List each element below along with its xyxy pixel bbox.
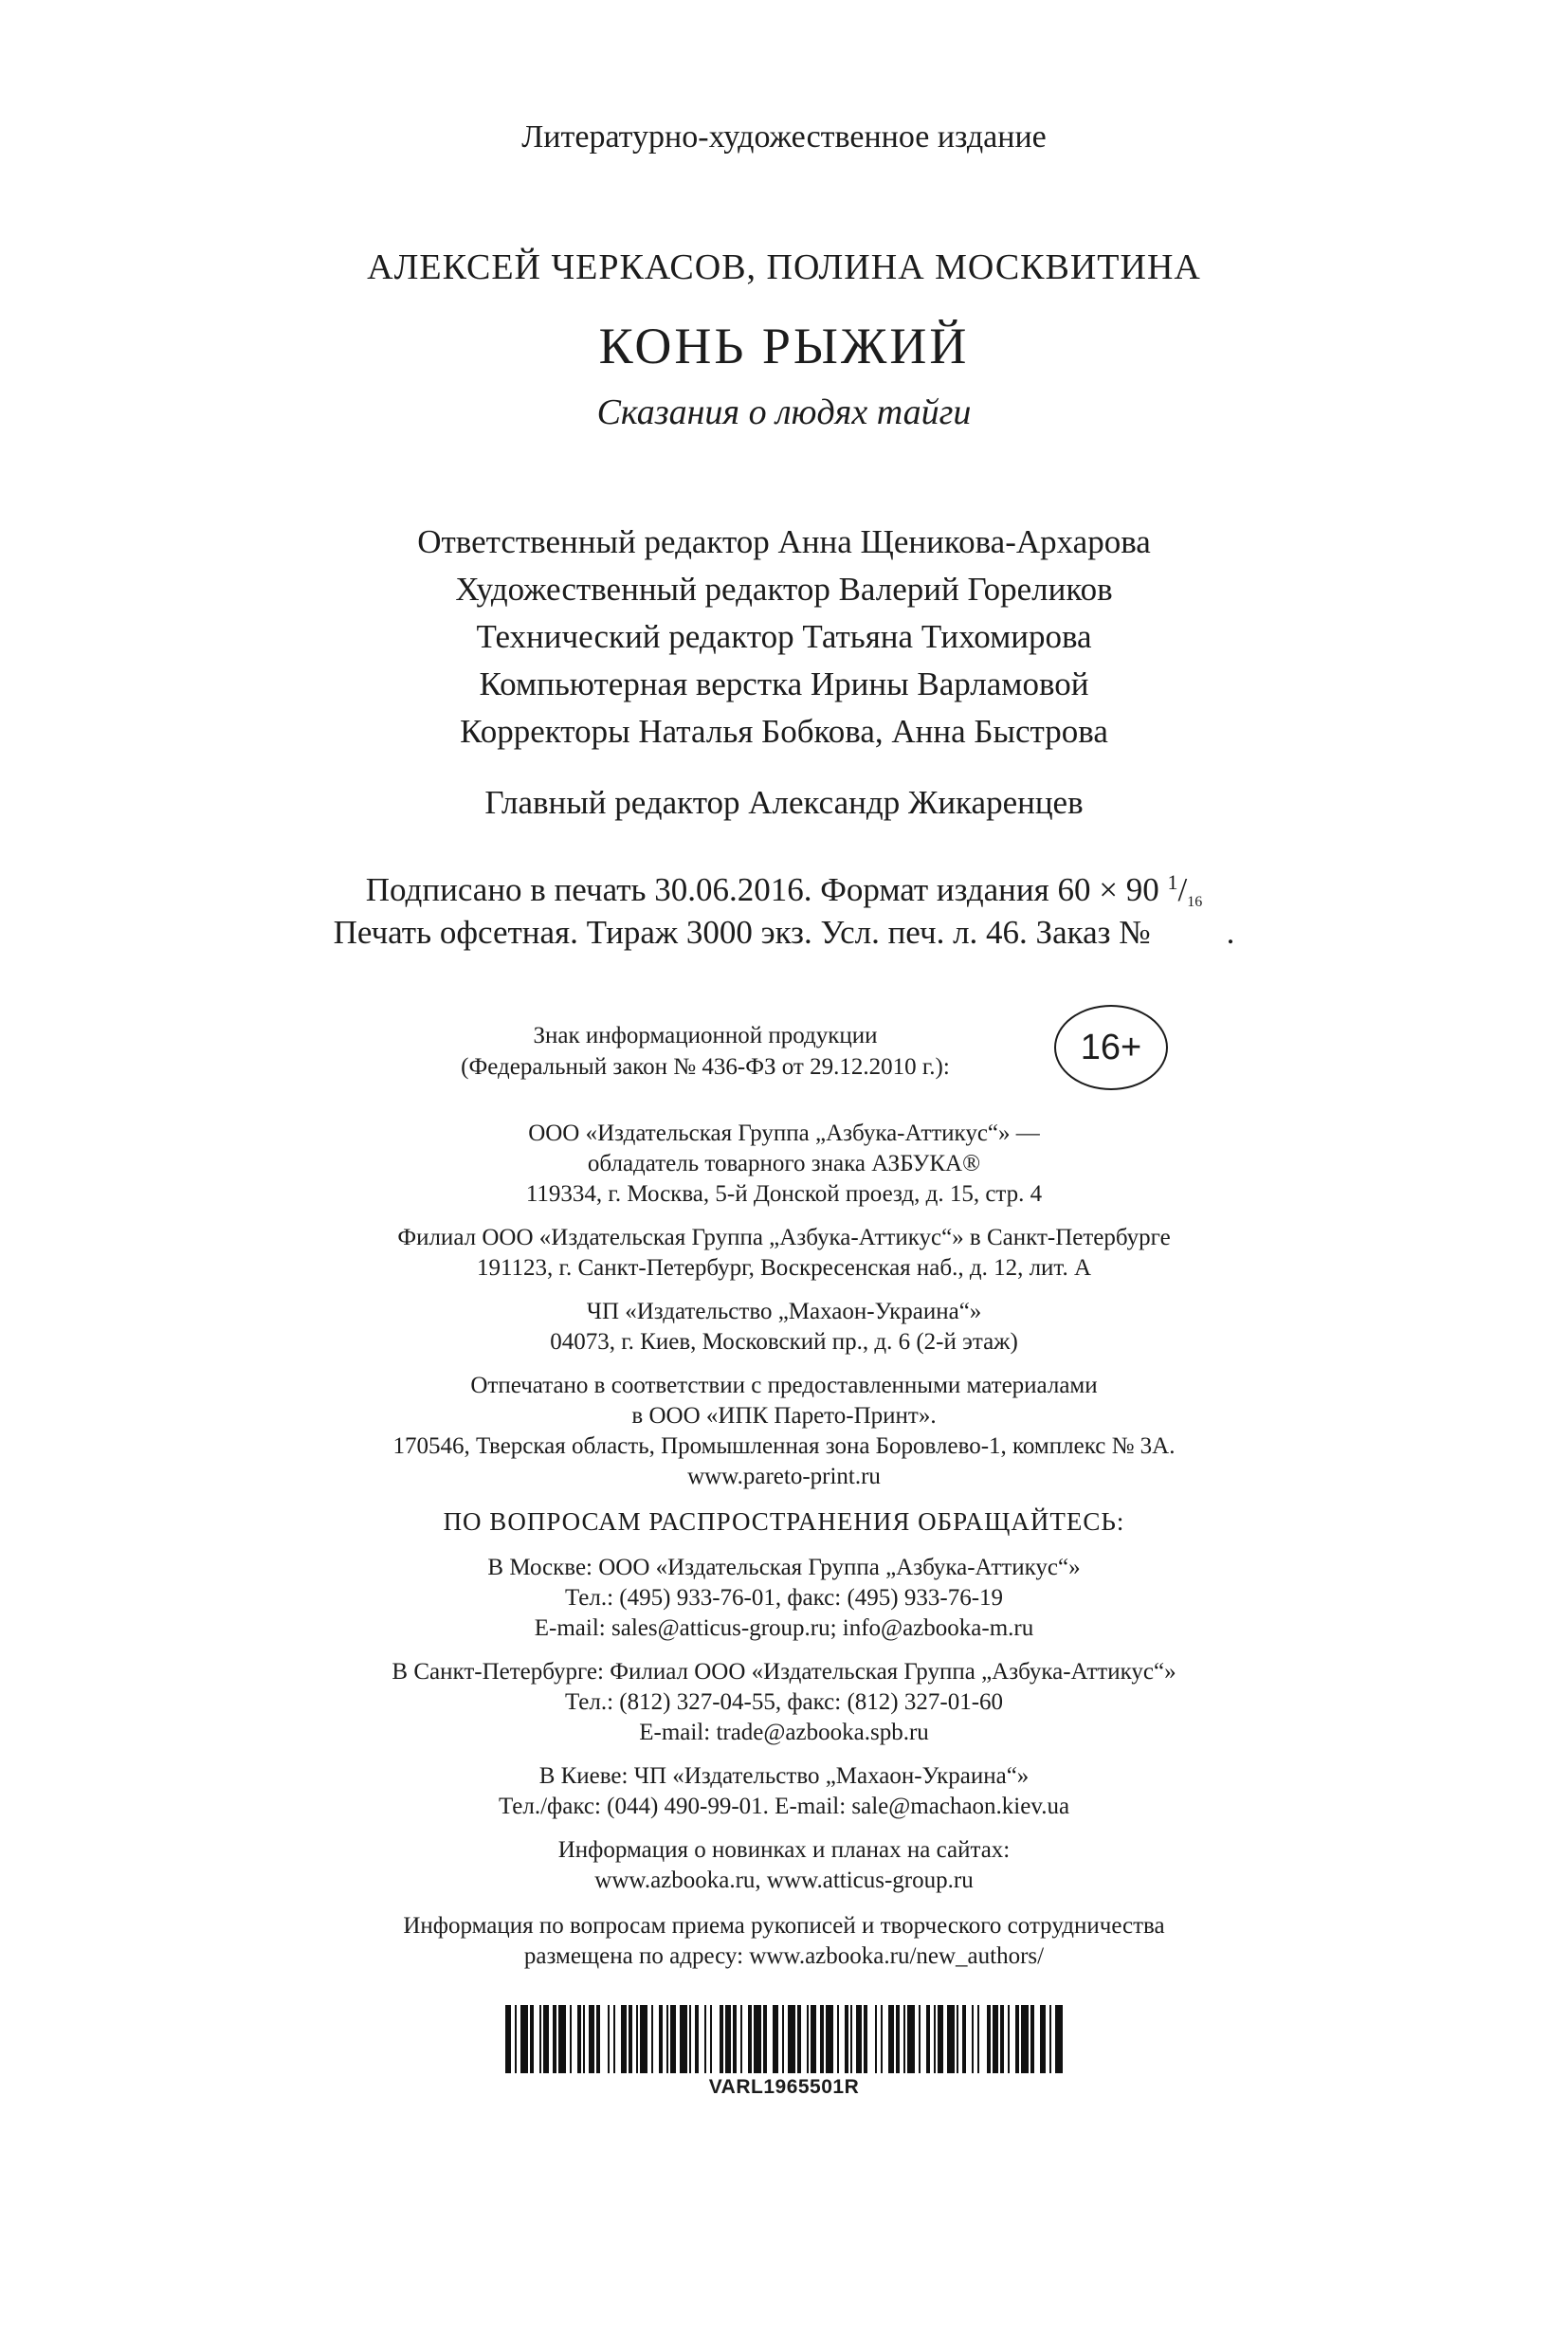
imprint-end: . [1226, 914, 1235, 951]
age-rating-badge: 16+ [1054, 1005, 1168, 1090]
barcode-bar [558, 2005, 566, 2073]
barcode-bar [957, 2005, 958, 2073]
barcode-bar [539, 2005, 541, 2073]
barcode-bar [596, 2005, 600, 2073]
barcode-bar [589, 2005, 594, 2073]
barcode-bar [680, 2005, 687, 2073]
format-denominator: 16 [1187, 894, 1203, 910]
barcode-bar [987, 2005, 991, 2073]
barcode-bar [748, 2005, 752, 2073]
barcode-bar [543, 2005, 549, 2073]
websites-line: www.azbooka.ru, www.atticus-group.ru [594, 1868, 974, 1893]
imprint-line-2 [0, 916, 1568, 949]
barcode [505, 2005, 1065, 2073]
credit-line: Художественный редактор Валерий Гореликов [455, 571, 1113, 608]
barcode-bar [782, 2005, 784, 2073]
edition-type: Литературно-художественное издание [521, 119, 1047, 155]
barcode-bar [695, 2005, 699, 2073]
barcode-bar [704, 2005, 706, 2073]
dist-kiev-line: В Киеве: ЧП «Издательство „Махаон-Украина“» [538, 1763, 1030, 1789]
format-slash: / [1177, 871, 1188, 908]
barcode-bar [733, 2005, 737, 2073]
barcode-bar [710, 2005, 712, 2073]
barcode-bar [515, 2005, 517, 2073]
book-subtitle: Сказания о людях тайги [596, 392, 972, 432]
barcode-bar [636, 2005, 638, 2073]
printer-website: www.pareto-print.ru [687, 1464, 881, 1489]
distribution-title: ПО ВОПРОСАМ РАСПРОСТРАНЕНИЯ ОБРАЩАЙТЕСЬ: [443, 1507, 1125, 1536]
barcode-label: VARL1965501R [708, 2076, 860, 2098]
barcode-bar [888, 2005, 894, 2073]
barcode-bar [629, 2005, 632, 2073]
branch-kiev-line: ЧП «Издательство „Махаон-Украина“» [586, 1299, 982, 1324]
dist-moscow-line: Тел.: (495) 933-76-01, факс: (495) 933-76-19 [564, 1585, 1004, 1611]
websites-line: Информация о новинках и планах на сайтах: [557, 1837, 1011, 1863]
barcode-bar [640, 2005, 647, 2073]
barcode-bar [811, 2005, 816, 2073]
barcode-bar [797, 2005, 801, 2073]
barcode-bar [864, 2005, 867, 2073]
book-title: КОНЬ РЫЖИЙ [598, 318, 970, 374]
barcode-bar [788, 2005, 795, 2073]
printer-line: Отпечатано в соответствии с предоставленными материалами [470, 1373, 1098, 1398]
credit-line: Компьютерная верстка Ирины Варламовой [479, 665, 1089, 702]
barcode-bar [807, 2005, 809, 2073]
barcode-bar [659, 2005, 663, 2073]
barcode-bar [826, 2005, 833, 2073]
barcode-bar [1030, 2005, 1034, 2073]
barcode-bar [1021, 2005, 1029, 2073]
credit-line: Технический редактор Татьяна Тихомирова [476, 618, 1092, 655]
barcode-bar [520, 2005, 528, 2073]
barcode-bar [608, 2005, 610, 2073]
barcode-bar [1000, 2005, 1004, 2073]
barcode-bar [881, 2005, 883, 2073]
barcode-bar [754, 2005, 761, 2073]
barcode-bar [938, 2005, 943, 2073]
dist-moscow-line: В Москве: ООО «Издательская Группа „Азбука-Аттикус“» [487, 1555, 1081, 1580]
barcode-bar [583, 2005, 585, 2073]
age-rating-block [0, 1005, 1568, 1090]
dist-spb-line: В Санкт-Петербурге: Филиал ООО «Издательская Группа „Азбука-Аттикус“» [392, 1659, 1176, 1685]
barcode-bar [505, 2005, 511, 2073]
publisher-line: 119334, г. Москва, 5-й Донской проезд, д. 15, стр. 4 [525, 1181, 1043, 1207]
barcode-bar [856, 2005, 862, 2073]
printer-line: в ООО «ИПК Парето-Принт». [631, 1403, 937, 1429]
credit-line: Корректоры Наталья Бобкова, Анна Быстрова [460, 713, 1108, 750]
publisher-line: обладатель товарного знака АЗБУКА® [587, 1151, 981, 1176]
dist-spb-line: Тел.: (812) 327-04-55, факс: (812) 327-01-60 [564, 1689, 1004, 1715]
format-numerator: 1 [1167, 870, 1178, 894]
dist-moscow-line: E-mail: sales@atticus-group.ru; info@azbooka-m.ru [534, 1615, 1034, 1641]
barcode-bar [820, 2005, 824, 2073]
barcode-bar [1015, 2005, 1019, 2073]
dist-kiev-line: Тел./факс: (044) 490-99-01. E-mail: sale@machaon.kiev.ua [498, 1794, 1070, 1819]
barcode-bar [1008, 2005, 1010, 2073]
barcode-bar [972, 2005, 974, 2073]
barcode-bar [670, 2005, 676, 2073]
barcode-bar [773, 2005, 778, 2073]
barcode-bar [553, 2005, 556, 2073]
barcode-bar [689, 2005, 691, 2073]
book-authors: АЛЕКСЕЙ ЧЕРКАСОВ, ПОЛИНА МОСКВИТИНА [367, 247, 1201, 287]
imprint-text: Подписано в печать 30.06.2016. Формат издания 60 × 90 [365, 871, 1168, 908]
barcode-bar [934, 2005, 936, 2073]
branch-kiev-line: 04073, г. Киев, Московский пр., д. 6 (2-й этаж) [550, 1329, 1018, 1355]
credit-line: Ответственный редактор Анна Щеникова-Архарова [417, 523, 1151, 560]
barcode-bar [1040, 2005, 1046, 2073]
printer-line: 170546, Тверская область, Промышленная зона Боровлево-1, комплекс № 3А. [392, 1433, 1176, 1459]
dist-spb-line: E-mail: trade@azbooka.spb.ru [639, 1720, 929, 1745]
branch-spb-line: Филиал ООО «Издательская Группа „Азбука-Аттикус“» в Санкт-Петербурге [397, 1225, 1171, 1250]
barcode-bar [530, 2005, 534, 2073]
barcode-bar [993, 2005, 998, 2073]
barcode-bar [1049, 2005, 1051, 2073]
barcode-bar [837, 2005, 839, 2073]
barcode-bar [740, 2005, 742, 2073]
imprint-text: Печать офсетная. Тираж 3000 экз. Усл. печ. л. 46. Заказ № [333, 914, 1151, 951]
barcode-bar [977, 2005, 979, 2073]
barcode-bar [1055, 2005, 1063, 2073]
branch-spb-line: 191123, г. Санкт-Петербург, Воскресенская наб., д. 12, лит. А [476, 1255, 1092, 1281]
barcode-bar [896, 2005, 900, 2073]
barcode-bar [903, 2005, 905, 2073]
barcode-bar [577, 2005, 581, 2073]
barcode-bar [570, 2005, 572, 2073]
barcode-bar [875, 2005, 877, 2073]
barcode-bar [666, 2005, 668, 2073]
barcode-bar [845, 2005, 848, 2073]
rating-label: Знак информационной продукции [533, 1023, 878, 1048]
barcode-bar [962, 2005, 966, 2073]
manuscripts-line: размещена по адресу: www.azbooka.ru/new_authors/ [523, 1943, 1045, 1969]
barcode-bar [613, 2005, 615, 2073]
barcode-bar [763, 2005, 767, 2073]
barcode-bar [850, 2005, 852, 2073]
chief-editor: Главный редактор Александр Жикаренцев [484, 784, 1084, 821]
barcode-bar [651, 2005, 653, 2073]
barcode-bar [947, 2005, 955, 2073]
barcode-bar [926, 2005, 930, 2073]
barcode-bar [725, 2005, 731, 2073]
barcode-bar [720, 2005, 723, 2073]
publisher-line: ООО «Издательская Группа „Азбука-Аттикус“» — [528, 1121, 1040, 1146]
manuscripts-line: Информация по вопросам приема рукописей и творческого сотрудничества [403, 1913, 1165, 1939]
rating-law: (Федеральный закон № 436-ФЗ от 29.12.2010 г.): [461, 1054, 950, 1080]
barcode-bar [621, 2005, 627, 2073]
imprint-line-1 [0, 872, 1568, 910]
barcode-bar [919, 2005, 921, 2073]
barcode-bar [907, 2005, 915, 2073]
